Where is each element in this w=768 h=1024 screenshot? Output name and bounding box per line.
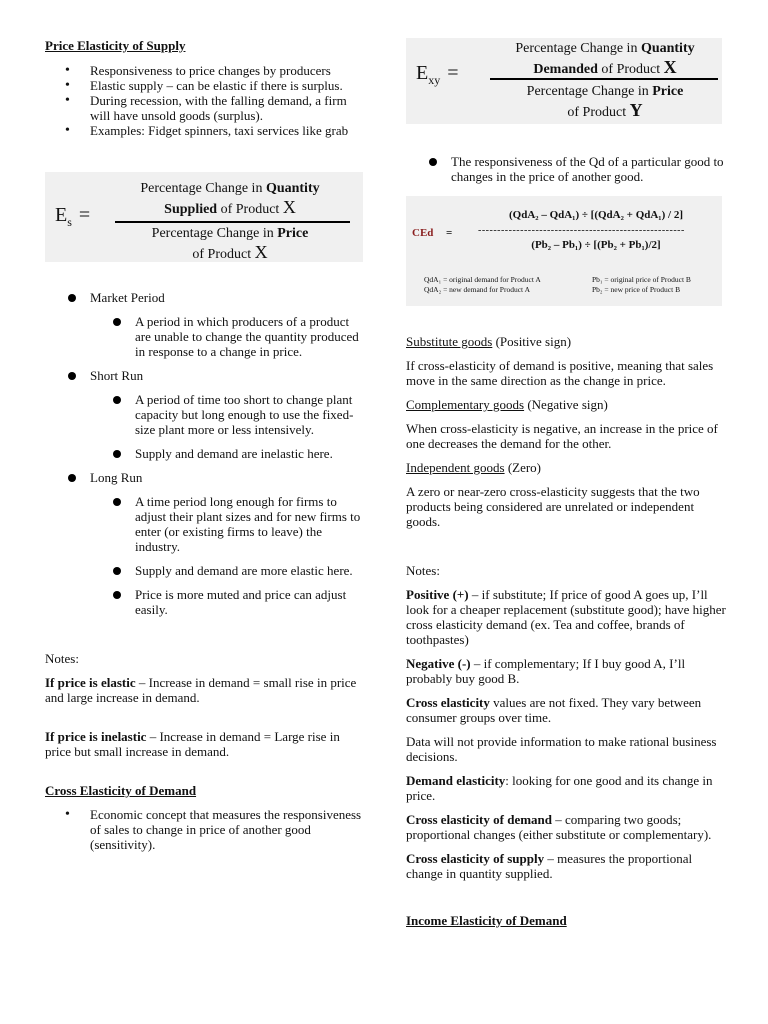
ced-formula	[406, 196, 722, 306]
ced-legend-right: Pb₁ = original price of Product B Pb₂ = new price of Product B	[592, 275, 691, 294]
cross-bullets	[45, 807, 365, 852]
ced-dashes: ------------------------------------------------------	[478, 225, 685, 236]
cross-heading: Cross Elasticity of Demand	[45, 783, 197, 798]
note-data: Data will not provide information to make rational business decisions.	[406, 734, 717, 764]
supply-bullets	[45, 63, 365, 138]
ced-numerator: (QdA₂ – QdA₁) ÷ [(QdA₂ + QdA₁) / 2]	[508, 209, 683, 221]
period-detail: Price is more muted and price can adjust easily.	[45, 587, 365, 617]
note-positive: Positive (+) – if substitute; If price of good A goes up, I’ll look for a cheaper replacement (substitute good); have higher cross elasticity demand (ex. Tea and coffee, brands of toothpastes)	[406, 587, 726, 647]
complementary-goods: Complementary goods (Negative sign)	[406, 397, 608, 412]
period-list	[45, 368, 365, 383]
cross-bullet: • Economic concept that measures the responsiveness of sales to change in price of another good (sensitivity).	[45, 807, 365, 852]
substitute-text: If cross-elasticity of demand is positive, meaning that sales move in the same direction as the change in price.	[406, 358, 714, 388]
period-market: Market Period	[45, 290, 365, 305]
formula-numerator: Percentage Change in Quantity Demanded of Product X	[515, 41, 695, 77]
independent-text: A zero or near-zero cross-elasticity suggests that the two products being considered are unrelated or independent goods.	[406, 484, 700, 529]
period-list	[45, 470, 365, 485]
exy-bullets	[406, 154, 726, 184]
note-cross-elasticity-demand: Cross elasticity of demand – comparing two goods; proportional changes (either substitute or complementary).	[406, 812, 712, 842]
notes-label: Notes:	[45, 651, 79, 666]
period-detail: Supply and demand are inelastic here.	[45, 446, 365, 461]
note-elastic: If price is elastic – Increase in demand = small rise in price and large increase in demand.	[45, 675, 357, 705]
period-detail: A time period long enough for firms to adjust their plant sizes and for new firms to enter (or existing firms to leave) the industry.	[45, 494, 365, 554]
supply-bullet: • Responsiveness to price changes by producers	[45, 63, 365, 78]
period-list	[45, 290, 365, 305]
period-short-run: Short Run	[45, 368, 365, 383]
note-inelastic: If price is inelastic – Increase in demand = Large rise in price but small increase in demand.	[45, 729, 340, 759]
period-market-details	[45, 314, 365, 359]
period-long-run: Long Run	[45, 470, 365, 485]
supply-heading: Price Elasticity of Supply	[45, 38, 186, 53]
right-column	[406, 38, 726, 928]
exy-bullet: The responsiveness of the Qd of a particular good to changes in the price of another good.	[406, 154, 726, 184]
independent-goods: Independent goods (Zero)	[406, 460, 542, 475]
cross-elasticity-formula	[406, 38, 722, 124]
supply-bullet: • During recession, with the falling demand, a firm will have unsold goods (surplus).	[45, 93, 365, 123]
income-heading: Income Elasticity of Demand	[406, 913, 567, 928]
supply-bullet: • Elastic supply – can be elastic if there is surplus.	[45, 78, 365, 93]
period-short-run-details	[45, 392, 365, 461]
ced-denominator: (Pb₂ – Pb₁) ÷ [(Pb₂ + Pb₁)/2]	[531, 239, 661, 251]
period-detail: Supply and demand are more elastic here.	[45, 563, 365, 578]
formula-denominator: Percentage Change in Price of Product Y	[526, 84, 684, 120]
formula-numerator: Percentage Change in Quantity Supplied of Product X	[140, 181, 320, 217]
substitute-goods: Substitute goods (Positive sign)	[406, 334, 572, 349]
note-negative: Negative (-) – if complementary; If I buy good A, I’ll probably buy good B.	[406, 656, 686, 686]
fraction-bar	[115, 221, 350, 223]
ced-equals: =	[446, 227, 453, 239]
supply-elasticity-formula	[45, 172, 363, 262]
ced-legend-left: QdA₁ = original demand for Product A QdA₂ = new demand for Product A	[424, 275, 541, 294]
note-cross-elasticity: Cross elasticity values are not fixed. They vary between consumer groups over time.	[406, 695, 702, 725]
notes-label: Notes:	[406, 563, 440, 578]
formula-lhs: $E_s$ =	[55, 204, 91, 229]
complementary-text: When cross-elasticity is negative, an increase in the price of one decreases the demand for the other.	[406, 421, 718, 451]
note-cross-elasticity-supply: Cross elasticity of supply – measures the proportional change in quantity supplied.	[406, 851, 693, 881]
ced-label: CEd	[412, 227, 434, 239]
supply-bullet: • Examples: Fidget spinners, taxi services like grab	[45, 123, 365, 138]
period-detail: A period of time too short to change plant capacity but long enough to use the fixed-size plant more or less intensively.	[45, 392, 365, 437]
left-column	[45, 38, 365, 852]
fraction-bar	[490, 78, 718, 80]
period-detail: A period in which producers of a product are unable to change the quantity produced in response to a change in price.	[45, 314, 365, 359]
formula-denominator: Percentage Change in Price of Product X	[151, 226, 309, 262]
period-long-run-details	[45, 494, 365, 617]
formula-lhs: $E_{xy}$ =	[416, 62, 459, 87]
note-demand-elasticity: Demand elasticity: looking for one good and its change in price.	[406, 773, 713, 803]
